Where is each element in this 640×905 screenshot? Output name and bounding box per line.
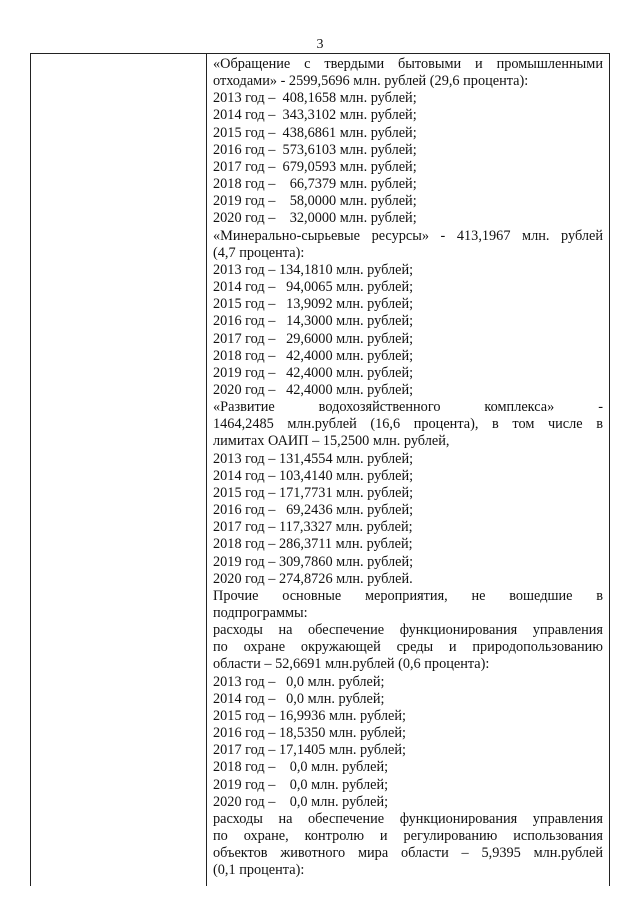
- text-line: 2015 год – 438,6861 млн. рублей;: [213, 124, 417, 141]
- text-line: отходами» - 2599,5696 млн. рублей (29,6 процента):: [213, 73, 529, 90]
- text-line: объектов животного мира области – 5,9395 млн.рублей: [213, 845, 603, 862]
- text-line: 2020 год – 42,4000 млн. рублей;: [213, 381, 414, 398]
- text-line: 2013 год – 0,0 млн. рублей;: [213, 673, 385, 690]
- text-line: 1464,2485 млн.рублей (16,6 процента), в том числе в: [213, 416, 603, 433]
- text-line: 2014 год – 103,4140 млн. рублей;: [213, 467, 414, 484]
- text-line: 2019 год – 42,4000 млн. рублей;: [213, 364, 414, 381]
- text-line: 2018 год – 286,3711 млн. рублей;: [213, 536, 413, 553]
- text-line: 2016 год – 69,2436 млн. рублей;: [213, 502, 414, 519]
- text-line: расходы на обеспечение функционирования управления: [213, 622, 603, 639]
- text-line: 2020 год – 32,0000 млн. рублей;: [213, 210, 417, 227]
- text-line: 2014 год – 0,0 млн. рублей;: [213, 690, 385, 707]
- text-line: 2019 год – 58,0000 млн. рублей;: [213, 193, 417, 210]
- text-line: 2020 год – 274,8726 млн. рублей.: [213, 570, 413, 587]
- text-line: 2017 год – 17,1405 млн. рублей;: [213, 742, 406, 759]
- text-line: 2016 год – 573,6103 млн. рублей;: [213, 141, 417, 158]
- text-line: 2014 год – 94,0065 млн. рублей;: [213, 279, 414, 296]
- text-line: 2013 год – 408,1658 млн. рублей;: [213, 90, 417, 107]
- text-line: (4,7 процента):: [213, 244, 305, 261]
- text-line: 2013 год – 134,1810 млн. рублей;: [213, 261, 414, 278]
- text-line: 2014 год – 343,3102 млн. рублей;: [213, 107, 417, 124]
- text-line: «Развитие водохозяйственного комплекса» -: [213, 399, 603, 416]
- text-line: Прочие основные мероприятия, не вошедшие в: [213, 587, 603, 604]
- text-line: 2015 год – 171,7731 млн. рублей;: [213, 484, 414, 501]
- text-line: 2018 год – 0,0 млн. рублей;: [213, 759, 389, 776]
- text-line: 2016 год – 14,3000 млн. рублей;: [213, 313, 414, 330]
- text-line: 2018 год – 42,4000 млн. рублей;: [213, 347, 414, 364]
- text-line: 2020 год – 0,0 млн. рублей;: [213, 793, 389, 810]
- text-line: подпрограммы:: [213, 605, 308, 621]
- table-left-column: [31, 54, 207, 886]
- table-right-column: [213, 56, 603, 880]
- text-line: 2015 год – 13,9092 млн. рублей;: [213, 296, 414, 313]
- text-line: 2016 год – 18,5350 млн. рублей;: [213, 725, 406, 742]
- text-line: 2015 год – 16,9936 млн. рублей;: [213, 707, 406, 724]
- page-number: 3: [316, 37, 324, 52]
- document-table: [30, 53, 610, 886]
- text-line: 2017 год – 117,3327 млн. рублей;: [213, 519, 413, 536]
- text-line: «Обращение с твердыми бытовыми и промышленными: [213, 56, 603, 72]
- text-line: по охране, контролю и регулированию использования: [213, 828, 603, 845]
- text-line: «Минерально-сырьевые ресурсы» - 413,1967 млн. рублей: [213, 227, 603, 244]
- text-line: 2017 год – 29,6000 млн. рублей;: [213, 330, 414, 347]
- text-line: 2017 год – 679,0593 млн. рублей;: [213, 158, 417, 175]
- text-line: (0,1 процента):: [213, 862, 305, 879]
- text-line: области – 52,6691 млн.рублей (0,6 процента):: [213, 656, 490, 673]
- text-line: лимитах ОАИП – 15,2500 млн. рублей,: [213, 433, 450, 450]
- text-line: 2019 год – 0,0 млн. рублей;: [213, 776, 389, 793]
- text-line: по охране окружающей среды и природопользованию: [213, 639, 603, 656]
- text-line: 2018 год – 66,7379 млн. рублей;: [213, 176, 417, 193]
- text-line: расходы на обеспечение функционирования управления: [213, 810, 603, 827]
- text-line: 2019 год – 309,7860 млн. рублей;: [213, 553, 414, 570]
- text-line: 2013 год – 131,4554 млн. рублей;: [213, 450, 414, 467]
